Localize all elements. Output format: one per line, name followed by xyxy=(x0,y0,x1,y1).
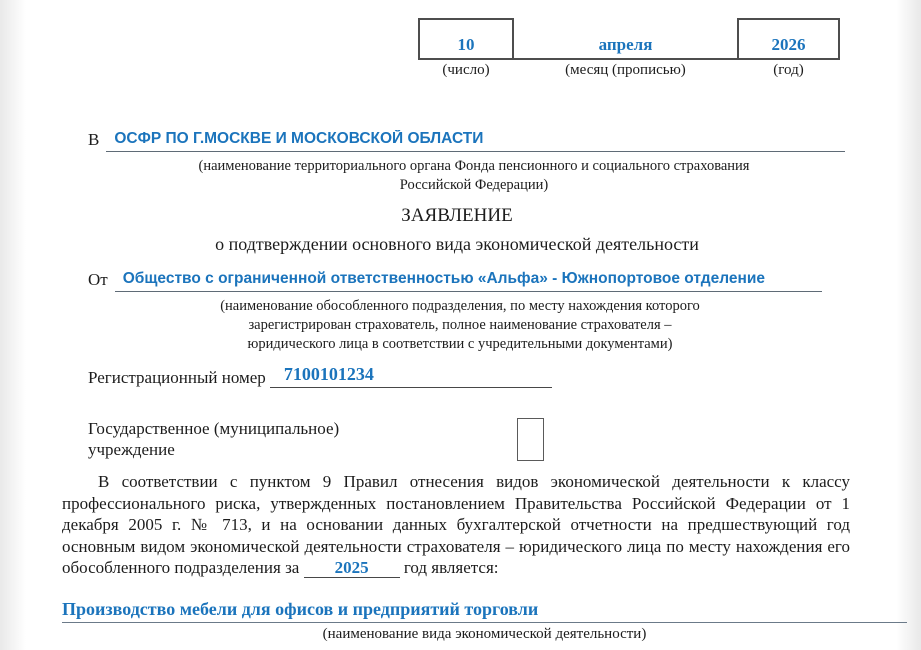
applicant-caption-line: зарегистрирован страхователь, полное наименование страхователя – xyxy=(248,317,672,333)
applicant-caption xyxy=(100,297,820,354)
institution-label-line: учреждение xyxy=(88,440,175,459)
applicant-line xyxy=(88,270,822,292)
applicant-prefix: От xyxy=(88,270,108,289)
recipient-field[interactable]: ОСФР ПО Г.МОСКВЕ И МОСКОВСКОЙ ОБЛАСТИ xyxy=(106,130,845,152)
date-month-field[interactable]: апреля xyxy=(514,18,737,60)
registration-number-field[interactable]: 7100101234 xyxy=(270,364,552,388)
date-year-label: (год) xyxy=(773,62,804,78)
recipient-caption xyxy=(100,157,848,195)
date-row xyxy=(418,18,840,60)
date-day-label: (число) xyxy=(442,62,490,78)
recipient-line xyxy=(88,130,845,152)
document-subtitle: о подтверждении основного вида экономической деятельности xyxy=(215,234,699,254)
date-month-label: (месяц (прописью) xyxy=(565,62,686,78)
date-labels xyxy=(418,62,840,79)
registration-label: Регистрационный номер xyxy=(88,368,266,387)
institution-label xyxy=(88,418,339,460)
page-edge-shadow-left xyxy=(0,0,26,650)
recipient-caption-line: (наименование территориального органа Фонда пенсионного и социального страхования xyxy=(198,158,750,174)
date-day-field[interactable]: 10 xyxy=(418,18,514,60)
activity-field[interactable]: Производство мебели для офисов и предприятий торговли xyxy=(62,599,907,623)
body-text-after-year: год является: xyxy=(403,558,499,578)
recipient-caption-line: Российской Федерации) xyxy=(399,177,549,193)
activity-caption: (наименование вида экономической деятельности) xyxy=(322,626,647,642)
page-edge-shadow-right xyxy=(896,0,921,650)
body-text-before-year: В соответствии с пунктом 9 Правил отнесения видов экономической деятельности к классу профессионального риска, утвержденных постановлением Правительства Российской Федерации от 1 декабря 2005 г. № 713, и на основании данных бухгалтерской отчетности на предшествующий год основным видом экономической деятельности страхователя – юридического лица по месту нахождения его обособленного подразделения за xyxy=(62,472,850,578)
document-title: ЗАЯВЛЕНИЕ xyxy=(401,205,513,226)
applicant-caption-line: (наименование обособленного подразделения, по месту нахождения которого xyxy=(220,298,700,314)
date-year-field[interactable]: 2026 xyxy=(737,18,840,60)
date-block xyxy=(418,18,840,79)
recipient-prefix: В xyxy=(88,130,100,149)
body-paragraph xyxy=(62,471,850,579)
year-field[interactable]: 2025 xyxy=(304,559,400,578)
applicant-caption-line: юридического лица в соответствии с учредительными документами) xyxy=(247,336,673,352)
institution-label-line: Государственное (муниципальное) xyxy=(88,419,340,438)
title-block xyxy=(62,205,852,255)
institution-checkbox[interactable] xyxy=(517,418,544,461)
applicant-field[interactable]: Общество с ограниченной ответственностью «Альфа» - Южнопортовое отделение xyxy=(115,270,822,292)
registration-line xyxy=(88,364,552,388)
